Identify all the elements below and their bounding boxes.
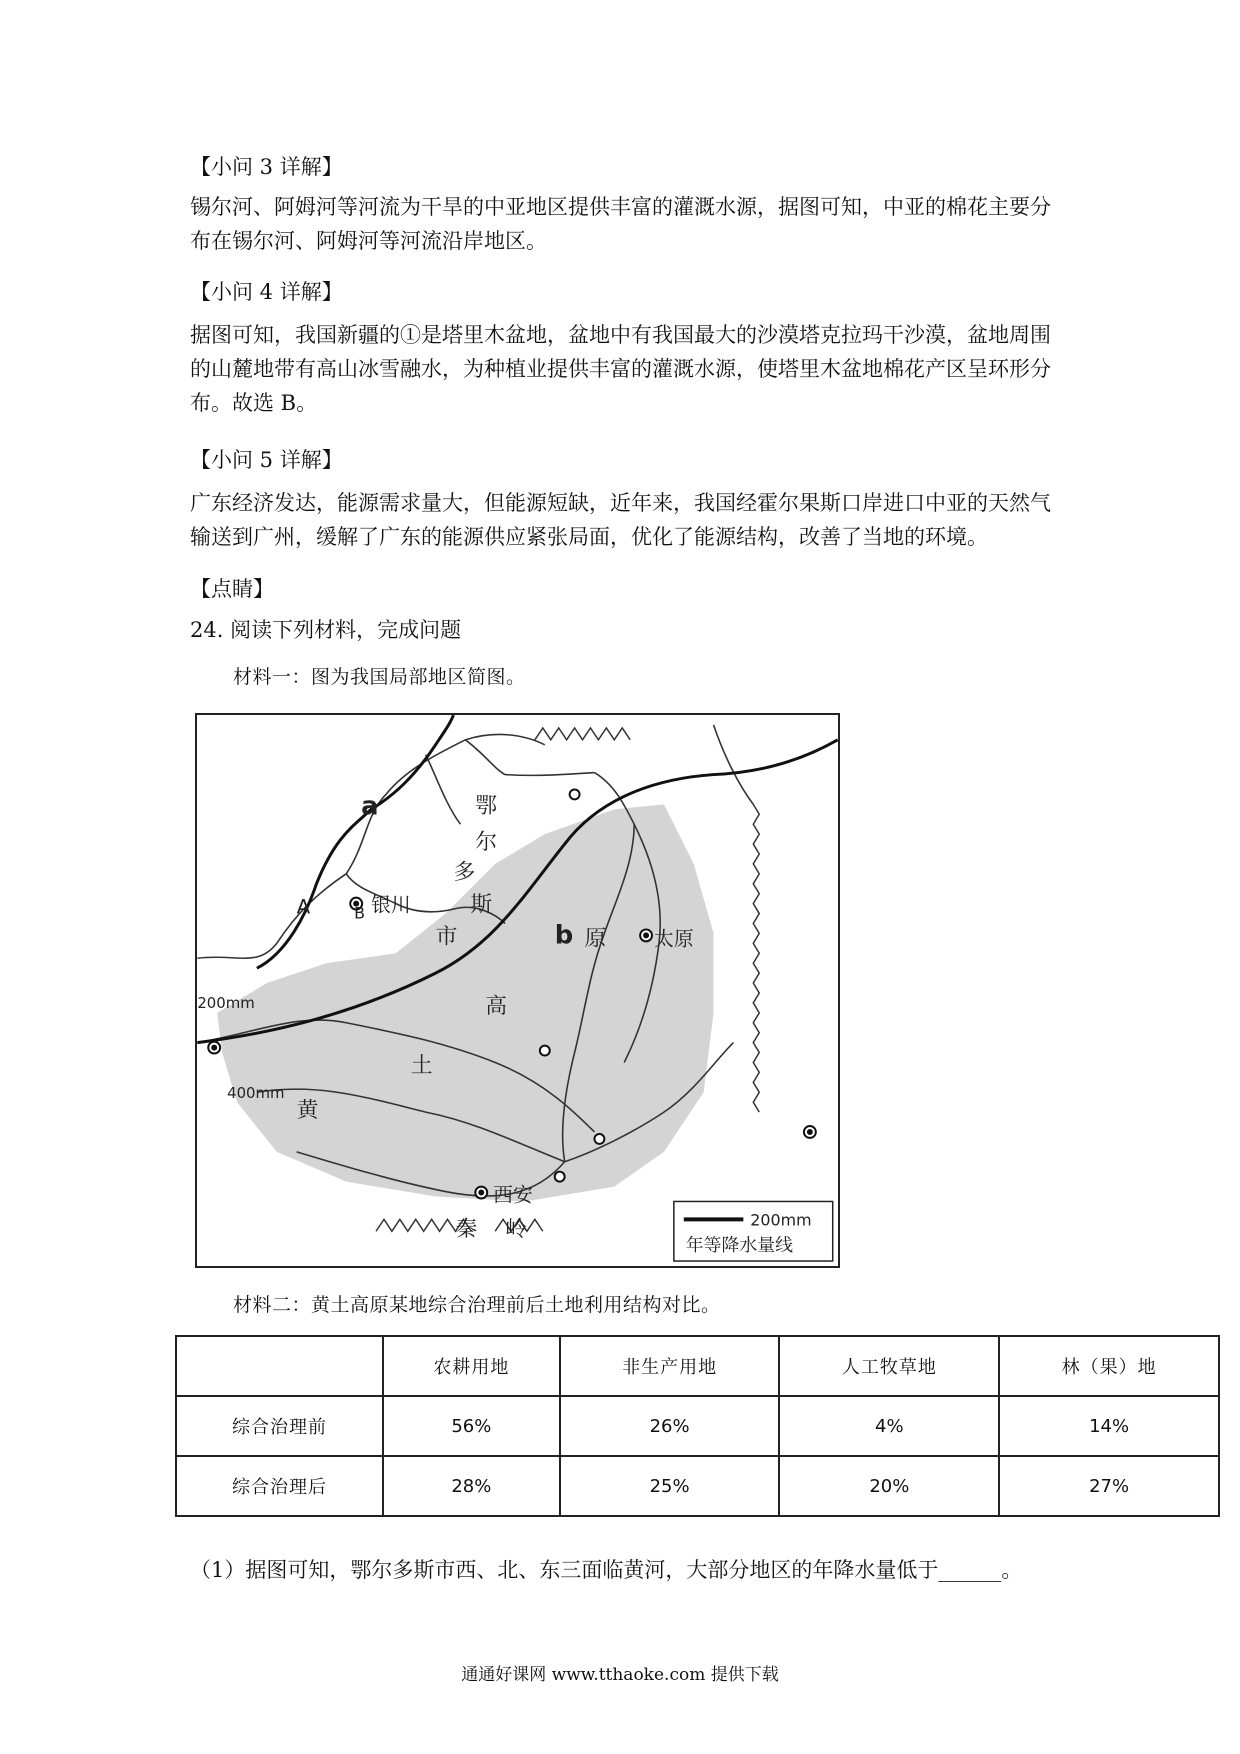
row-label: 综合治理后 — [176, 1456, 383, 1516]
loess-plateau-map — [195, 713, 840, 1268]
table-header: 人工牧草地 — [779, 1336, 999, 1396]
map-label-ling: 岭 — [505, 1217, 527, 1243]
map-label-er: 尔 — [475, 830, 498, 856]
map-label-A: A — [296, 895, 311, 919]
map-label-qin: 秦 — [455, 1217, 478, 1243]
table-header-row — [176, 1336, 1219, 1396]
material-one: 材料一：图为我国局部地区简图。 — [233, 666, 526, 688]
map-label-shi: 市 — [435, 924, 458, 950]
map-label-duo: 多 — [453, 859, 476, 885]
section-4-heading: 【小问 4 详解】 — [190, 280, 343, 304]
map-label-b: b — [554, 920, 574, 951]
table-cell: 25% — [560, 1456, 780, 1516]
map-label-huang: 黄 — [296, 1098, 319, 1124]
map-label-e: 鄂 — [475, 793, 498, 819]
section-5-text: 广东经济发达，能源需求量大，但能源短缺，近年来，我国经霍尔果斯口岸进口中亚的天然气输送到广州，缓解了广东的能源供应紧张局面，优化了能源结构，改善了当地的环境。 — [190, 491, 1051, 549]
table-cell: 56% — [383, 1396, 560, 1456]
table-cell: 4% — [779, 1396, 999, 1456]
material-two: 材料二：黄土高原某地综合治理前后土地利用结构对比。 — [233, 1294, 721, 1316]
map-label-a: a — [361, 791, 379, 822]
page-footer: 通通好课网 www.tthaoke.com 提供下载 — [461, 1665, 779, 1685]
table-cell: 20% — [779, 1456, 999, 1516]
table-header: 林（果）地 — [999, 1336, 1219, 1396]
table-cell: 14% — [999, 1396, 1219, 1456]
isohyet-label-400: 400mm — [227, 1084, 285, 1103]
legend-caption: 年等降水量线 — [685, 1235, 793, 1257]
section-4-text: 据图可知，我国新疆的①是塔里木盆地，盆地中有我国最大的沙漠塔克拉玛干沙漠，盆地周围的山麓地带有高山冰雪融水，为种植业提供丰富的灌溉水源，使塔里木盆地棉花产区呈环形分布。故选 B。 — [190, 323, 1051, 415]
section-3-text: 锡尔河、阿姆河等河流为干旱的中亚地区提供丰富的灌溉水源，据图可知，中亚的棉花主要分布在锡尔河、阿姆河等河流沿岸地区。 — [190, 195, 1051, 253]
row-label: 综合治理前 — [176, 1396, 383, 1456]
table-header-blank — [176, 1336, 383, 1396]
section-3-heading: 【小问 3 详解】 — [190, 155, 343, 179]
map-label-xian: 西安 — [493, 1183, 533, 1207]
map-label-yinchuan: 银川 — [371, 893, 411, 917]
map-label-yuan: 原 — [584, 926, 607, 952]
map-label-B: B — [354, 903, 366, 923]
map-label-tu: 土 — [410, 1053, 433, 1079]
map-label-taiyuan: 太原 — [654, 927, 694, 951]
table-cell: 28% — [383, 1456, 560, 1516]
legend-value: 200mm — [750, 1210, 812, 1230]
table-cell: 26% — [560, 1396, 780, 1456]
table-header: 农耕用地 — [383, 1336, 560, 1396]
question-title: 24. 阅读下列材料，完成问题 — [190, 618, 462, 642]
table-row — [176, 1396, 1219, 1456]
dianjing-heading: 【点睛】 — [190, 577, 274, 601]
table-cell: 27% — [999, 1456, 1219, 1516]
map-label-si: 斯 — [470, 892, 493, 918]
map-legend — [674, 1201, 833, 1261]
land-use-table — [175, 1335, 1220, 1517]
map-label-gao: 高 — [485, 993, 508, 1019]
section-5-heading: 【小问 5 详解】 — [190, 448, 343, 472]
question-1: （1）据图可知，鄂尔多斯市西、北、东三面临黄河，大部分地区的年降水量低于______。 — [190, 1558, 1023, 1582]
table-header: 非生产用地 — [560, 1336, 780, 1396]
isohyet-label-200: 200mm — [197, 993, 255, 1012]
table-row — [176, 1456, 1219, 1516]
